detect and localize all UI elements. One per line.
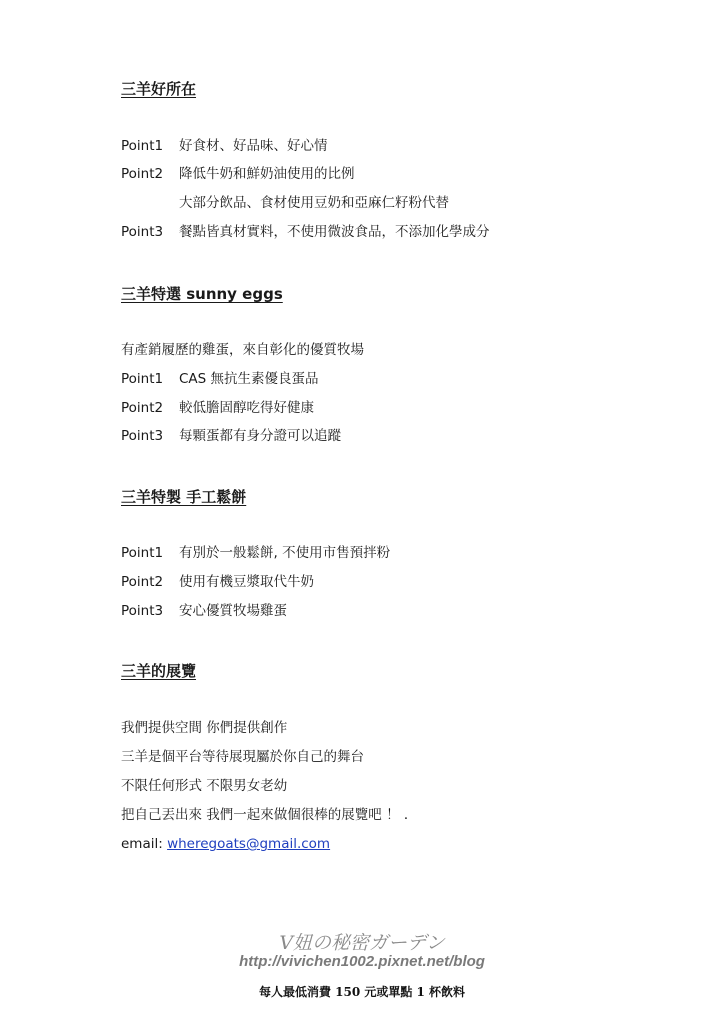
point-text: 較低膽固醇吃得好健康: [179, 400, 314, 416]
point-text: 降低牛奶和鮮奶油使用的比例: [179, 166, 355, 182]
section-heading-sunny-eggs: 三羊特選 sunny eggs: [121, 285, 283, 303]
point-text: CAS 無抗生素優良蛋品: [179, 371, 319, 387]
point-label: Point2: [121, 166, 164, 182]
point-text: 大部分飲品、食材使用豆奶和亞麻仁籽粉代替: [179, 195, 449, 211]
minimum-spend-note: 每人最低消費 150 元或單點 1 杯飲料: [258, 985, 466, 999]
point-text: 餐點皆真材實料，不使用微波食品，不添加化學成分: [179, 224, 490, 240]
point-label: Point1: [121, 138, 164, 154]
watermark-title: V妞の秘密ガーデン: [279, 932, 445, 954]
point-row: [121, 370, 319, 388]
point-text: 好食材、好品味、好心情: [179, 138, 328, 154]
point-text: 安心優質牧場雞蛋: [179, 603, 287, 619]
point-label: Point2: [121, 400, 164, 416]
point-label: Point1: [121, 545, 164, 561]
email-link[interactable]: wheregoats@gmail.com: [167, 836, 331, 852]
email-row: [121, 835, 330, 853]
point-row: [121, 137, 328, 155]
point-label: Point2: [121, 574, 164, 590]
point-row: [121, 427, 341, 445]
point-row: [121, 573, 314, 591]
exhibition-line: 我們提供空間 你們提供創作: [121, 720, 288, 736]
watermark-url: http://vivichen1002.pixnet.net/blog: [239, 953, 485, 970]
exhibition-line: 不限任何形式 不限男女老幼: [121, 778, 288, 794]
section-heading-exhibition: 三羊的展覽: [121, 662, 197, 680]
point-label: Point3: [121, 224, 164, 240]
point-row: [121, 399, 314, 417]
point-text: 有別於一般鬆餅, 不使用市售預拌粉: [179, 545, 391, 561]
point-row: [121, 602, 287, 620]
section-intro: 有產銷履歷的雞蛋，來自彰化的優質牧場: [121, 342, 364, 358]
exhibition-line: 三羊是個平台等待展現屬於你自己的舞台: [121, 749, 364, 765]
point-row: [121, 194, 449, 212]
point-row: [121, 165, 355, 183]
email-label: email:: [121, 836, 168, 852]
point-text: 使用有機豆漿取代牛奶: [179, 574, 314, 590]
point-label: Point3: [121, 603, 164, 619]
exhibition-line: 把自己丟出來 我們一起來做個很棒的展覽吧 ！ ．: [121, 807, 418, 823]
section-heading-location: 三羊好所在: [121, 80, 197, 98]
section-heading-pancakes: 三羊特製 手工鬆餅: [121, 488, 247, 506]
point-row: [121, 544, 390, 562]
point-label: Point1: [121, 371, 164, 387]
point-label: Point3: [121, 428, 164, 444]
point-text: 每顆蛋都有身分證可以追蹤: [179, 428, 341, 444]
point-row: [121, 223, 490, 241]
